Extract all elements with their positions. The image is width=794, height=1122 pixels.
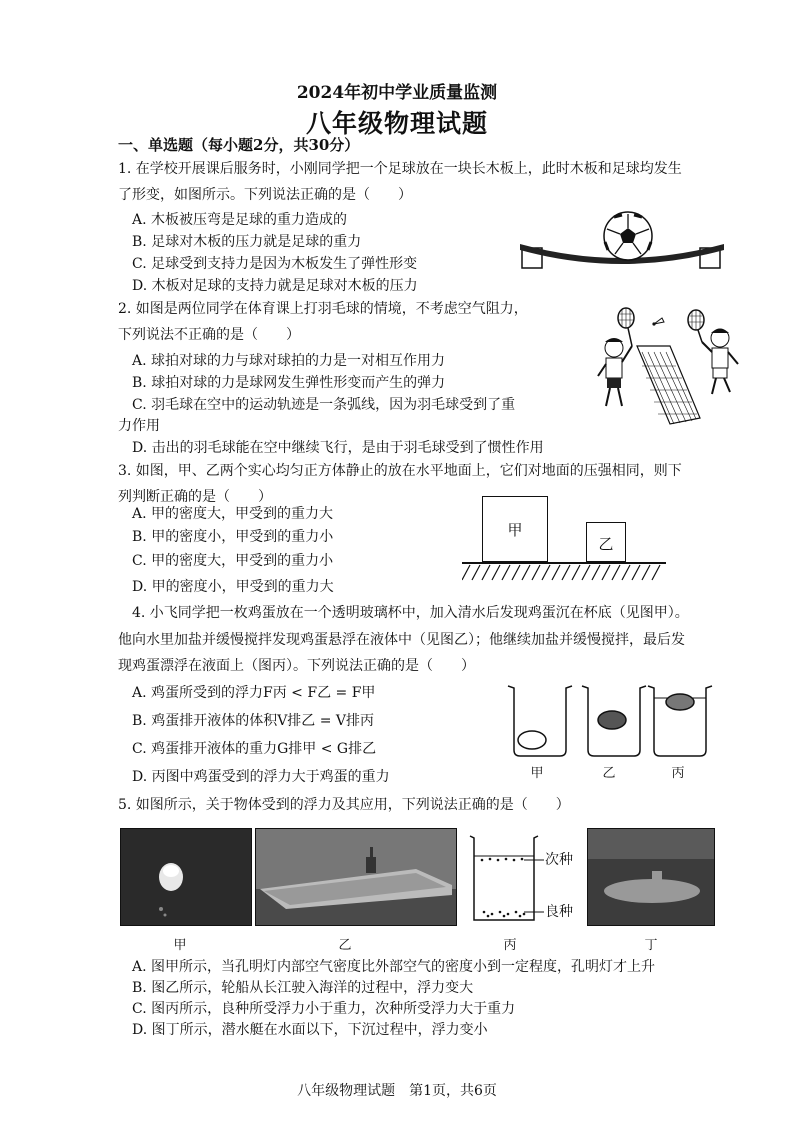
cube-jia [482, 496, 548, 562]
egg-floating [666, 694, 694, 710]
q1-option-c: C. 足球受到支持力是因为木板发生了弹性形变 [132, 256, 418, 272]
racket-right-icon [688, 310, 704, 342]
q1-option-b: B. 足球对木板的压力就是足球的重力 [132, 234, 362, 250]
q4-stem-line1: 4. 小飞同学把一枚鸡蛋放在一个透明玻璃杯中，加入清水后发现鸡蛋沉在杯底（见图甲）。 [132, 605, 689, 621]
cubes-figure [462, 496, 666, 588]
player-right-icon [702, 329, 738, 394]
section-heading: 一、单选题（每小题2分，共30分） [118, 136, 360, 154]
player-left-icon [598, 338, 632, 406]
q3-option-c: C. 甲的密度大，甲受到的重力小 [132, 553, 334, 569]
egg-suspended [598, 711, 626, 729]
exam-title: 2024年初中学业质量监测 [296, 83, 498, 103]
football-icon [604, 212, 652, 260]
cube-yi [586, 522, 626, 562]
q1-stem-line2: 了形变，如图所示。下列说法正确的是（ ） [118, 187, 412, 203]
q3-option-a: A. 甲的密度大，甲受到的重力大 [132, 506, 334, 522]
q5-option-b: B. 图乙所示，轮船从长江驶入海洋的过程中，浮力变大 [132, 980, 474, 996]
egg-beakers-figure [500, 680, 726, 764]
label-liangzhong: 良种 [545, 904, 573, 920]
q2-option-a: A. 球拍对球的力与球对球拍的力是一对相互作用力 [132, 353, 446, 369]
q4-option-d: D. 丙图中鸡蛋受到的浮力大于鸡蛋的重力 [132, 769, 390, 785]
photo-kongming-lantern [120, 828, 252, 926]
q4-option-a: A. 鸡蛋所受到的浮力F丙 < F乙 = F甲 [132, 685, 376, 701]
photo-label-yi: 乙 [338, 938, 352, 953]
q5-stem: 5. 如图所示，关于物体受到的浮力及其应用，下列说法正确的是（ ） [118, 797, 570, 813]
exam-subtitle: 八年级物理试题 [305, 109, 488, 138]
q1-stem-line1: 1. 在学校开展课后服务时，小刚同学把一个足球放在一块长木板上，此时木板和足球均发生 [118, 161, 682, 177]
photo-label-bing: 丙 [503, 938, 517, 953]
q2-option-b: B. 球拍对球的力是球网发生弹性形变而产生的弹力 [132, 375, 446, 391]
q1-option-d: D. 木板对足球的支持力就是足球对木板的压力 [132, 278, 418, 294]
cube-yi-label: 乙 [598, 535, 614, 553]
q3-option-d: D. 甲的密度小，甲受到的重力大 [132, 579, 334, 595]
q1-option-a: A. 木板被压弯是足球的重力造成的 [132, 212, 348, 228]
football-board-figure [518, 208, 726, 278]
q4-stem-line2: 他向水里加盐并缓慢搅拌发现鸡蛋悬浮在液体中（见图乙）；他继续加盐并缓慢搅拌，最后发 [118, 632, 685, 648]
label-cizhong: 次种 [545, 852, 573, 868]
q2-stem-line1: 2. 如图是两位同学在体育课上打羽毛球的情境，不考虑空气阻力， [118, 301, 528, 317]
ground-hatching [462, 562, 666, 584]
photo-label-ding: 丁 [644, 938, 658, 953]
q3-option-b: B. 甲的密度小，甲受到的重力小 [132, 529, 334, 545]
q3-stem-line2: 列判断正确的是（ ） [118, 489, 272, 505]
photo-label-jia: 甲 [173, 938, 187, 953]
q2-stem-line2: 下列说法不正确的是（ ） [118, 327, 300, 343]
cup-label-jia: 甲 [530, 766, 544, 781]
badminton-figure [592, 306, 752, 434]
cup-label-bing: 丙 [671, 766, 685, 781]
photo-aircraft-carrier [255, 828, 457, 926]
egg-sunk [518, 731, 546, 749]
shuttlecock-icon [652, 318, 664, 326]
q2-option-c: C. 羽毛球在空中的运动轨迹是一条弧线，因为羽毛球受到了重 [132, 397, 516, 413]
q5-option-a: A. 图甲所示，当孔明灯内部空气密度比外部空气的密度小到一定程度，孔明灯才上升 [132, 959, 656, 975]
cup-label-yi: 乙 [602, 766, 616, 781]
cube-jia-label: 甲 [507, 521, 523, 539]
q4-option-c: C. 鸡蛋排开液体的重力G排甲 < G排乙 [132, 741, 377, 757]
q5-option-c: C. 图丙所示，良种所受浮力小于重力，次种所受浮力大于重力 [132, 1001, 516, 1017]
photo-submarine [587, 828, 715, 926]
q2-option-d: D. 击出的羽毛球能在空中继续飞行，是由于羽毛球受到了惯性作用 [132, 440, 544, 456]
q2-option-c-cont: 力作用 [118, 418, 160, 434]
q4-stem-line3: 现鸡蛋漂浮在液面上（图丙）。下列说法正确的是（ ） [118, 658, 475, 674]
page-footer: 八年级物理试题 第1页，共6页 [297, 1083, 497, 1099]
q4-option-b: B. 鸡蛋排开液体的体积V排乙 = V排丙 [132, 713, 375, 729]
q3-stem-line1: 3. 如图，甲、乙两个实心均匀正方体静止的放在水平地面上，它们对地面的压强相同，则下 [118, 463, 682, 479]
q5-option-d: D. 图丁所示，潜水艇在水面以下，下沉过程中，浮力变小 [132, 1022, 488, 1038]
